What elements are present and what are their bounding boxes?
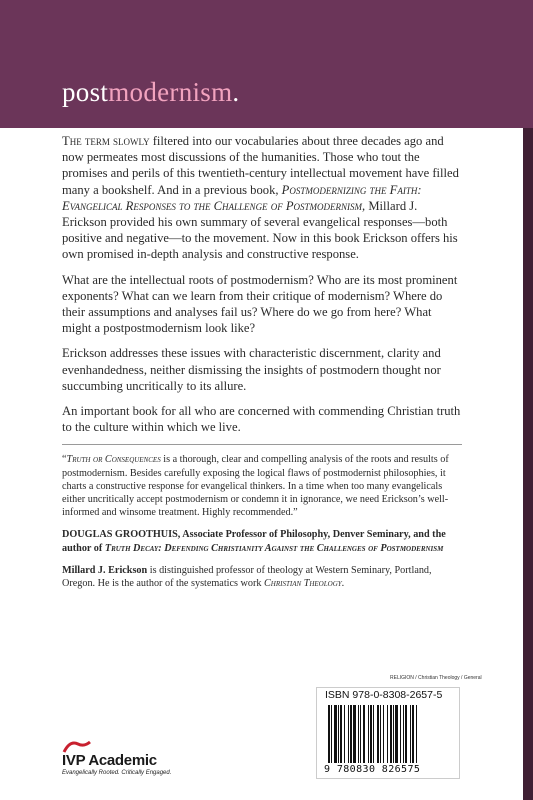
open-quote: “ <box>62 454 67 466</box>
barcode-bar <box>400 705 401 763</box>
paragraph-1-text-b: Millard J. Erickson provided his own summary of several evangelical responses—both positive and negative—to the movement. Now in this book Erickson offers his own promised in-depth analysis and constructive response. <box>62 198 458 262</box>
barcode-bar <box>395 705 398 763</box>
author-bio <box>62 564 462 591</box>
barcode-bar <box>373 705 374 763</box>
endorsement-quote <box>62 453 462 519</box>
barcode-bar <box>353 705 356 763</box>
barcode-bar <box>338 705 339 763</box>
barcode-bar <box>377 705 379 763</box>
barcode-bar <box>405 705 407 763</box>
author-name: Millard J. Erickson <box>62 564 148 576</box>
cover-title <box>62 77 239 108</box>
barcode-bar <box>380 705 381 763</box>
barcode-bar <box>393 705 394 763</box>
paragraph-2: What are the intellectual roots of postmodernism? Who are its most prominent exponents? What can we learn from their critique of modernism? Where do their assumptions and analyses fail us? Where do we go from here? What might a postpostmodernism look like? <box>62 272 458 336</box>
barcode-bar <box>416 705 417 763</box>
isbn-label: ISBN 978-0-8308-2657-5 <box>325 689 443 701</box>
endorsed-book-title: Truth or Consequences <box>66 454 161 466</box>
endorser-book: Truth Decay: Defending Christianity Against the Challenges of Postmodernism <box>104 542 444 554</box>
barcode-bar <box>350 705 352 763</box>
barcode-number: 9 780830 826575 <box>324 764 421 775</box>
author-work: Christian Theology <box>264 578 342 590</box>
barcode-bar <box>390 705 392 763</box>
barcode-bar <box>403 705 404 763</box>
title-part-1: post <box>62 77 109 107</box>
bio-text: is distinguished professor of theology at Western Seminary, Portland, Oregon. He is the author of the systematics work <box>62 564 432 590</box>
endorser-affiliation: Associate Professor of Philosophy, Denver Seminary, and the author of <box>62 529 446 554</box>
title-period: . <box>232 77 240 107</box>
endorsement-attribution <box>62 528 462 554</box>
paragraph-1 <box>62 133 462 263</box>
barcode-bar <box>368 705 369 763</box>
endorser-name: DOUGLAS GROOTHUIS, <box>62 529 181 541</box>
lead-in: The term slowly <box>62 134 150 148</box>
barcode-bar <box>410 705 411 763</box>
barcode-bar <box>344 705 345 763</box>
header-band <box>0 0 533 128</box>
barcode-bar <box>363 705 365 763</box>
barcode-bar <box>383 705 384 763</box>
paragraph-4: An important book for all who are concerned with commending Christian truth to the culture within which we live. <box>62 404 461 435</box>
barcode-bar <box>360 705 361 763</box>
back-cover-text <box>62 133 462 600</box>
barcode-bar <box>370 705 372 763</box>
barcode-bar <box>331 705 332 763</box>
barcode-bar <box>340 705 342 763</box>
divider <box>62 444 462 445</box>
paragraph-1-text-a: filtered into our vocabularies about three decades ago and now permeates most discussions of the humanities. Those who tout the promises and perils of this twentieth-century intellectual movement have filled many a bookshelf. And in a previous book, <box>62 134 459 197</box>
barcode-bar <box>348 705 349 763</box>
quote-text: is a thorough, clear and compelling analysis of the roots and results of postmodernism. Besides carefully exposing the logical flaws of postmodernist philosophies, it charts a constructive response for evangelical thinkers. In a time when too many evangelicals either uncritically accept postmodernism or condemn it in ignorance, we need Erickson’s well-informed and winsome treatment. Highly recommended.” <box>62 454 449 519</box>
paragraph-3: Erickson addresses these issues with characteristic discernment, clarity and evenhandedness, neither dismissing the insights of postmodern thought nor succumbing uncritically to its allure. <box>62 346 441 393</box>
publisher-name: IVP Academic <box>62 752 157 769</box>
previous-book-title: Postmodernizing the Faith: Evangelical Responses to the Challenge of Postmodernism, <box>62 182 422 213</box>
publisher-tagline: Evangelically Rooted. Critically Engaged. <box>62 770 172 776</box>
spine-strip <box>523 128 533 800</box>
barcode-bar <box>412 705 414 763</box>
title-part-2: modernism <box>108 77 233 107</box>
barcode-bar <box>334 705 337 763</box>
barcode-icon <box>328 705 456 763</box>
category-label: RELIGION / Christian Theology / General <box>390 675 482 681</box>
barcode-bar <box>387 705 388 763</box>
barcode-bar <box>328 705 330 763</box>
barcode-bar <box>358 705 359 763</box>
bio-end: . <box>341 578 345 590</box>
